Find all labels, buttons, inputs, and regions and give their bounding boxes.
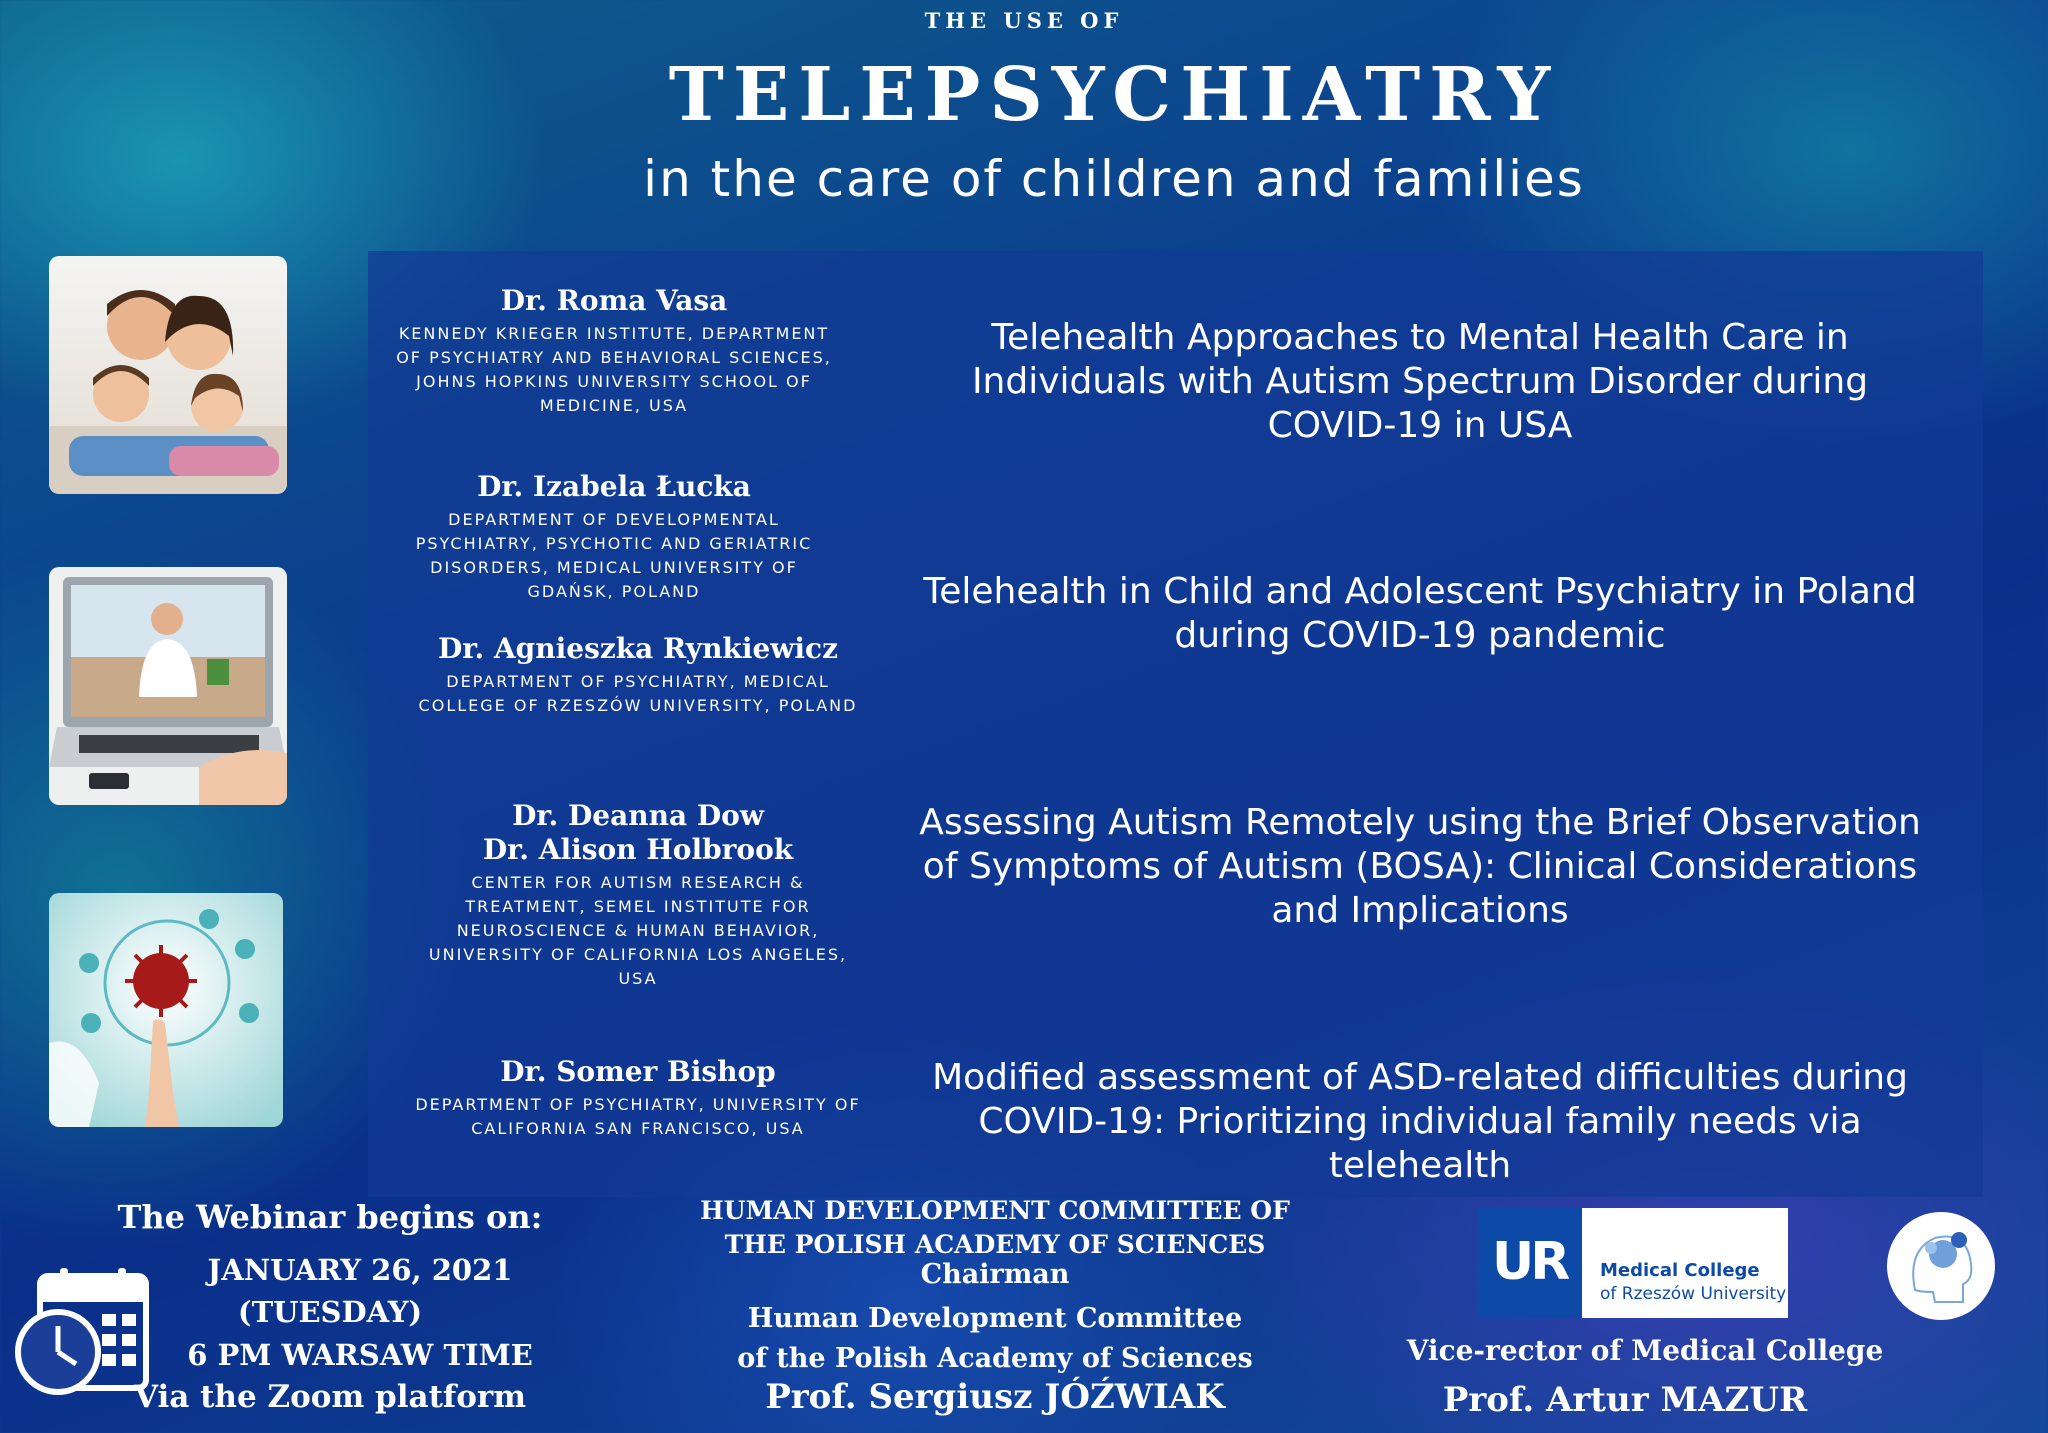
speaker-roma-vasa: [384, 284, 844, 418]
college-person: Prof. Artur MAZUR: [1442, 1380, 1808, 1420]
speaker-name: Dr. Deanna Dow: [512, 799, 764, 832]
page-subtitle: in the care of children and families: [643, 150, 1585, 208]
page-title: TELEPSYCHIATRY: [668, 52, 1560, 138]
logo-line-2: of Rzeszów University: [1600, 1284, 1787, 1304]
webinar-time: 6 PM WARSAW TIME: [187, 1338, 533, 1372]
family-photo: [49, 256, 287, 494]
speaker-agnieszka-rynkiewicz: [408, 632, 868, 718]
pre-title: THE USE OF: [924, 8, 1124, 33]
talk-title-4: Modified assessment of ASD-related difficulties during COVID-19: Prioritizing individual family needs via telehealth: [932, 1057, 1908, 1186]
speaker-name-2: Dr. Alison Holbrook: [482, 833, 794, 866]
speaker-affiliation: DEPARTMENT OF PSYCHIATRY, MEDICAL COLLEGE OF RZESZÓW UNIVERSITY, POLAND: [418, 672, 858, 715]
speaker-somer-bishop: [408, 1055, 868, 1141]
talk-title-1: Telehealth Approaches to Mental Health Care in Individuals with Autism Spectrum Disorder during COVID-19 in USA: [971, 317, 1869, 446]
ur-logo-mark: [1478, 1208, 1582, 1318]
webinar-heading: The Webinar begins on:: [117, 1198, 543, 1236]
speaker-affiliation: DEPARTMENT OF DEVELOPMENTAL PSYCHIATRY, PSYCHOTIC AND GERIATRIC DISORDERS, MEDICAL UNIVERSITY OF GDAŃSK, POLAND: [415, 510, 813, 601]
committee-role: Chairman: [920, 1259, 1070, 1290]
speaker-affiliation: DEPARTMENT OF PSYCHIATRY, UNIVERSITY OF CALIFORNIA SAN FRANCISCO, USA: [415, 1095, 861, 1138]
speaker-izabela-lucka: [384, 470, 844, 604]
speaker-affiliation: CENTER FOR AUTISM RESEARCH & TREATMENT, SEMEL INSTITUTE FOR NEUROSCIENCE & HUMAN BEHAVIOR, UNIVERSITY OF CALIFORNIA LOS ANGELES, USA: [428, 873, 848, 988]
speaker-name: Dr. Izabela Łucka: [477, 470, 751, 503]
committee-role-org: Human Development Committee of the Polish Academy of Sciences: [737, 1303, 1253, 1374]
speaker-affiliation: KENNEDY KRIEGER INSTITUTE, DEPARTMENT OF PSYCHIATRY AND BEHAVIORAL SCIENCES, JOHNS HOPKINS UNIVERSITY SCHOOL OF MEDICINE, USA: [396, 324, 832, 415]
speaker-name: Dr. Agnieszka Rynkiewicz: [438, 632, 838, 665]
speaker-dow-holbrook: [408, 799, 868, 991]
committee-person: Prof. Sergiusz JÓŹWIAK: [765, 1377, 1225, 1417]
webinar-date: JANUARY 26, 2021: [207, 1253, 513, 1287]
psychiatry-head-logo: [1885, 1210, 1997, 1326]
medical-college-logo: [1478, 1208, 1788, 1318]
talk-title-2: Telehealth in Child and Adolescent Psychiatry in Poland during COVID-19 pandemic: [923, 571, 1917, 656]
speaker-name: Dr. Somer Bishop: [500, 1055, 776, 1088]
virus-touchscreen-photo: [49, 893, 283, 1127]
calendar-clock-icon: [14, 1268, 150, 1400]
logo-line-1: Medical College: [1600, 1260, 1760, 1281]
webinar-platform: Via the Zoom platform: [133, 1379, 527, 1415]
doctor-video-call-photo: [49, 567, 287, 805]
talk-title-3: Assessing Autism Remotely using the Brief Observation of Symptoms of Autism (BOSA): Clinical Considerations and Implications: [919, 802, 1921, 931]
college-role: Vice-rector of Medical College: [1406, 1334, 1884, 1367]
ur-logo-text: UR: [1492, 1232, 1567, 1292]
committee-org: HUMAN DEVELOPMENT COMMITTEE OF THE POLISH ACADEMY OF SCIENCES: [700, 1196, 1290, 1259]
speaker-name: Dr. Roma Vasa: [500, 284, 728, 317]
webinar-day: (TUESDAY): [237, 1295, 423, 1329]
